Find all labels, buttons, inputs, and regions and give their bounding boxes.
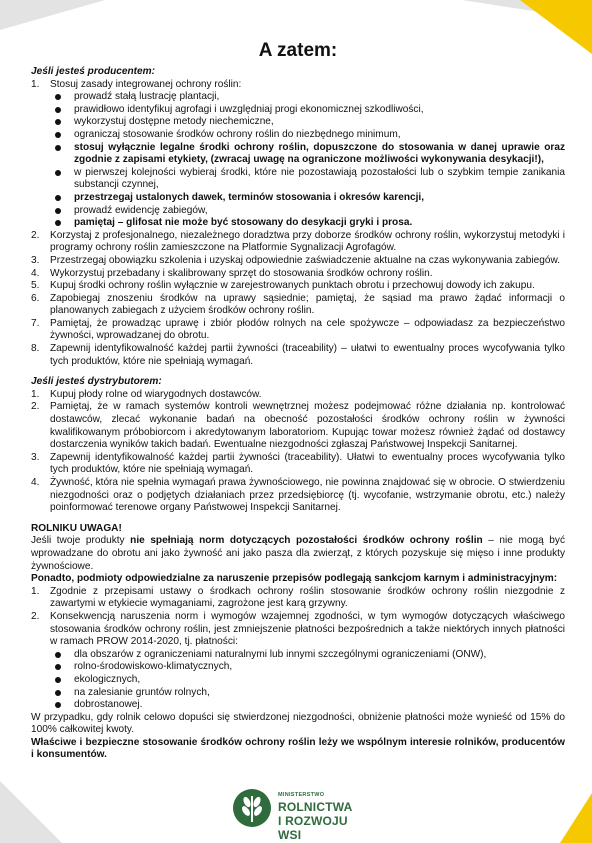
- payment-bullet: na zalesianie gruntów rolnych,: [50, 687, 565, 700]
- producer-bullet: przestrzegaj ustalonych dawek, terminów stosowania i okresów karencji,: [50, 192, 565, 205]
- producer-item: 8. Zapewnij identyfikowalność każdej partii żywności (traceability) – ułatwi to ewentualny proces wycofywania tylko tych produktów, które nie spełniają wymagań.: [31, 343, 565, 367]
- sanctions-heading: Ponadto, podmioty odpowiedzialne za naruszenie przepisów podlegają sankcjom karnym i administracyjnym:: [31, 573, 558, 585]
- distributor-item: 2. Pamiętaj, że w ramach systemów kontroli wewnętrznej możesz podejmować różne działania np. kontrolować dostawców, zlecać wykonanie badań na obecność pozostałości środków ochrony roślin w żywności kwalifikowanym próbobiorcom i akredytowanym laboratoriom. Kupując towar możesz również żądać od dostawcy dostarczenia wyników takich badań. Ewentualne niezgodności zgłaszaj Państwowej Inspekcji Sanitarnej.: [31, 401, 565, 451]
- producer-item: 5. Kupuj środki ochrony roślin wyłącznie w zarejestrowanych punktach obrotu i przechowuj dowody ich zakupu.: [31, 280, 535, 292]
- document-body: [31, 40, 565, 762]
- logo-ministry-label: MINISTERSTWO: [278, 792, 325, 798]
- logo-line-1: ROLNICTWA: [278, 800, 353, 814]
- producer-bullet: prowadź ewidencję zabiegów,: [50, 205, 565, 218]
- payment-bullet: ekologicznych,: [50, 674, 565, 687]
- warning-heading: ROLNIKU UWAGA!: [31, 522, 122, 534]
- closing-paragraph: W przypadku, gdy rolnik celowo dopuści się stwierdzonej niezgodności, obniżenie płatności może wynieść od 15% do 100% całkowitej kwoty.: [31, 711, 565, 736]
- page-title: A zatem:: [258, 40, 338, 61]
- distributor-list: [31, 389, 565, 515]
- corner-decoration-bottom-left: [0, 773, 70, 843]
- final-statement: Właściwe i bezpieczne stosowanie środków ochrony roślin leży we wspólnym interesie rolników, producentów i konsumentów.: [31, 736, 565, 761]
- ministry-logo: [232, 788, 372, 842]
- distributor-item: 3. Zapewnij identyfikowalność każdej partii żywności (traceability). Ułatwi to ewentualny proces wycofywania tylko tych produktów, które nie spełniają wymagań.: [31, 451, 565, 476]
- payment-bullet: dla obszarów z ograniczeniami naturalnymi lub innymi szczególnymi ograniczeniami (ONW),: [50, 649, 565, 662]
- sanctions-item: 2. Konsekwencją naruszenia norm i wymogów wzajemnej zgodności, w tym wymogów dotyczących właściwego stosowania środków ochrony roślin, jest zmniejszenie płatności bezpośrednich a także niektórych innych płatności w ramach PROW 2014-2020, tj. płatności: dla obszarów z ograniczeniami naturalnymi lub innymi szczególnymi ograniczeniami (ONW), rolno-środowiskowo-klimatycznych, ekologicznych, na zalesianie gruntów rolnych, dobrostanowej.: [31, 610, 565, 711]
- corner-decoration-top-left: [0, 0, 120, 34]
- sanctions-item: 1. Zgodnie z przepisami ustawy o środkach ochrony roślin stosowanie środków ochrony roślin niezgodnie z zawartymi w etykiecie wymaganiami, zagrożone jest karą grzywny.: [31, 585, 565, 610]
- producer-bullet: ograniczaj stosowanie środków ochrony roślin do niezbędnego minimum,: [50, 129, 565, 142]
- producer-bullet: wykorzystuj dostępne metody niechemiczne,: [50, 116, 565, 129]
- producer-item: 2. Korzystaj z profesjonalnego, niezależnego doradztwa przy doborze środków ochrony roślin, wykorzystuj metodyki i programy ochrony roślin zamieszczone na Platformie Sygnalizacji Agrofagów.: [31, 229, 565, 254]
- distributor-item: 4. Żywność, która nie spełnia wymagań prawa żywnościowego, nie powinna znajdować się w obrocie. O stwierdzeniu niezgodności oraz o podjętych działaniach przez przedsiębiorcę (tj. wycofanie, wstrzymanie obrotu, etc.) należy poinformować terenowe organy Państwowej Inspekcji Sanitarnej.: [31, 477, 565, 514]
- producer-item-1: 1. Stosuj zasady integrowanej ochrony roślin: prowadź stałą lustrację plantacji, prawidłowo identyfikuj agrofagi i uwzględniaj progi ekonomicznej szkodliwości, wykorzystuj dostępne metody niechemiczne, ograniczaj stosowanie środków ochrony roślin do niezbędnego minimum, stosuj wyłącznie legalne środki ochrony roślin, dopuszczone do stosowania w danej uprawie oraz zgodnie z zapisami etykiety, (zwracaj uwagę na ograniczone możliwości wykonywania desykacji!), w pierwszej kolejności wybieraj środki, które nie pozostawiają pozostałości lub o szybkim tempie zanikania substancji czynnej, przestrzegaj ustalonych dawek, terminów stosowania i okresów karencji, prowadź ewidencję zabiegów, pamiętaj – glifosat nie może być stosowany do desykacji gryki i prosa.: [31, 78, 565, 229]
- producer-heading: Jeśli jesteś producentem:: [31, 66, 155, 77]
- distributor-heading: Jeśli jesteś dystrybutorem:: [31, 376, 162, 388]
- producer-item: 4. Wykorzystuj przebadany i skalibrowany sprzęt do stosowania środków ochrony roślin.: [31, 267, 433, 279]
- producer-item-1-text: Stosuj zasady integrowanej ochrony roślin:: [50, 78, 242, 90]
- distributor-item: 1. Kupuj płody rolne od wiarygodnych dostawców.: [31, 388, 262, 400]
- producer-list: [31, 79, 565, 369]
- corner-decoration-bottom-right: [552, 793, 592, 843]
- producer-item: 7. Pamiętaj, że prowadząc uprawę i zbiór płodów rolnych na cele spożywcze – odpowiadasz za bezpieczeństwo żywności, wprowadzanej do obrotu.: [31, 317, 565, 342]
- producer-bullet: stosuj wyłącznie legalne środki ochrony roślin, dopuszczone do stosowania w danej uprawie oraz zgodnie z zapisami etykiety, (zwracaj uwagę na ograniczone możliwości wykonywania desykacji!),: [50, 142, 565, 167]
- producer-bullet: pamiętaj – glifosat nie może być stosowany do desykacji gryki i prosa.: [50, 217, 565, 230]
- payments-bullets: [50, 649, 565, 712]
- producer-item: 3. Przestrzegaj obowiązku szkolenia i uzyskaj odpowiednie zaświadczenie aktualne na czas wykonywania zabiegów.: [31, 254, 561, 266]
- payment-bullet: dobrostanowej.: [50, 699, 565, 712]
- sanctions-list: [31, 586, 565, 712]
- producer-bullets: [50, 91, 565, 230]
- warning-paragraph: Jeśli twoje produkty nie spełniają norm dotyczących pozostałości środków ochrony roślin – nie mogą być wprowadzane do obrotu ani jako żywność ani jako pasza dla zwierząt, z których pozyskuje się mięso i inne produkty żywnościowe.: [31, 535, 565, 572]
- producer-item: 6. Zapobiegaj znoszeniu środków na uprawy sąsiednie; pamiętaj, że sąsiad ma prawo żądać informacji o planowanych zabiegach z użyciem środków ochrony roślin.: [31, 292, 565, 317]
- producer-bullet: w pierwszej kolejności wybieraj środki, które nie pozostawiają pozostałości lub o szybkim tempie zanikania substancji czynnej,: [50, 167, 565, 192]
- producer-bullet: prawidłowo identyfikuj agrofagi i uwzględniaj progi ekonomicznej szkodliwości,: [50, 104, 565, 117]
- logo-line-2: I ROZWOJU WSI: [278, 814, 348, 842]
- payment-bullet: rolno-środowiskowo-klimatycznych,: [50, 661, 565, 674]
- producer-bullet: prowadź stałą lustrację plantacji,: [50, 91, 565, 104]
- wheat-logo-icon: [232, 788, 272, 828]
